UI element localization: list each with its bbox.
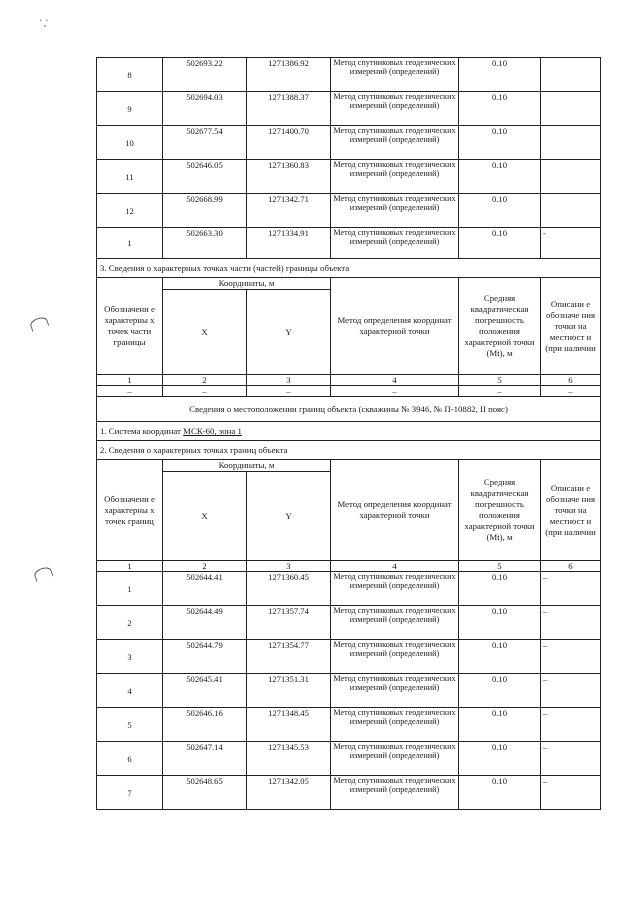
table-row xyxy=(97,708,601,742)
coord-y: 1271348.45 xyxy=(247,708,331,742)
description-cell xyxy=(541,194,601,228)
coord-x: 502694.03 xyxy=(163,92,247,126)
method-cell: Метод спутниковых геодезических измерений (определений) xyxy=(331,92,459,126)
col-header-coords: Координаты, м xyxy=(163,460,331,472)
description-cell: – xyxy=(541,640,601,674)
method-cell: Метод спутниковых геодезических измерений (определений) xyxy=(331,572,459,606)
method-cell: Метод спутниковых геодезических измерений (определений) xyxy=(331,708,459,742)
empty-cell: – xyxy=(331,386,459,397)
table-row xyxy=(97,606,601,640)
coord-y: 1271386.92 xyxy=(247,58,331,92)
table-row xyxy=(97,92,601,126)
table-row xyxy=(97,160,601,194)
column-number: 6 xyxy=(541,561,601,572)
accuracy-cell: 0.10 xyxy=(459,92,541,126)
coord-y: 1271351.31 xyxy=(247,674,331,708)
column-number: 2 xyxy=(163,375,247,386)
section-row xyxy=(97,259,601,278)
description-cell: - xyxy=(541,228,601,259)
coord-x: 502645.41 xyxy=(163,674,247,708)
col-header-point: Обозначени е характерны х точек части границы xyxy=(97,278,163,375)
description-cell: – xyxy=(541,606,601,640)
point-number: 12 xyxy=(97,194,163,228)
col-header-description: Описани е обозначе ния точки на местност и (при наличии xyxy=(541,278,601,375)
section-3-title: 3. Сведения о характерных точках части (частей) границы объекта xyxy=(97,259,601,278)
point-number: 10 xyxy=(97,126,163,160)
table-row xyxy=(97,194,601,228)
coord-x: 502663.30 xyxy=(163,228,247,259)
col-header-description: Описани е обозначе ния точки на местност и (при наличии xyxy=(541,460,601,561)
description-cell xyxy=(541,126,601,160)
empty-cell: – xyxy=(163,386,247,397)
col-header-accuracy: Средняя квадратическая погрешность положения характерной точки (Mt), м xyxy=(459,460,541,561)
table-row xyxy=(97,674,601,708)
coord-y: 1271342.71 xyxy=(247,194,331,228)
description-cell: – xyxy=(541,572,601,606)
method-cell: Метод спутниковых геодезических измерений (определений) xyxy=(331,606,459,640)
method-cell: Метод спутниковых геодезических измерений (определений) xyxy=(331,640,459,674)
empty-cell: – xyxy=(459,386,541,397)
table-row xyxy=(97,58,601,92)
punch-hole-mark xyxy=(29,315,50,331)
point-number: 4 xyxy=(97,674,163,708)
accuracy-cell: 0.10 xyxy=(459,160,541,194)
method-cell: Метод спутниковых геодезических измерений (определений) xyxy=(331,58,459,92)
coordinates-table xyxy=(96,57,601,810)
point-number: 8 xyxy=(97,58,163,92)
point-number: 1 xyxy=(97,572,163,606)
table-row xyxy=(97,572,601,606)
coord-y: 1271360.45 xyxy=(247,572,331,606)
accuracy-cell: 0.10 xyxy=(459,572,541,606)
table-row xyxy=(97,776,601,810)
accuracy-cell: 0.10 xyxy=(459,228,541,259)
corner-mark: ' ,' xyxy=(40,18,48,28)
column-number: 3 xyxy=(247,561,331,572)
table-row xyxy=(97,640,601,674)
description-cell: – xyxy=(541,674,601,708)
method-cell: Метод спутниковых геодезических измерений (определений) xyxy=(331,776,459,810)
column-number: 5 xyxy=(459,561,541,572)
column-number: 4 xyxy=(331,375,459,386)
col-header-x: X xyxy=(163,472,247,561)
location-title: Сведения о местоположении границ объекта (скважины № 3946, № П-10882, II пояс) xyxy=(97,397,601,422)
col-header-x: X xyxy=(163,290,247,375)
column-number: 3 xyxy=(247,375,331,386)
method-cell: Метод спутниковых геодезических измерений (определений) xyxy=(331,194,459,228)
punch-hole-mark xyxy=(33,565,54,581)
empty-cell: – xyxy=(97,386,163,397)
coordinate-system-prefix: 1. Система координат xyxy=(100,426,184,436)
coord-x: 502668.99 xyxy=(163,194,247,228)
point-number: 7 xyxy=(97,776,163,810)
coord-y: 1271357.74 xyxy=(247,606,331,640)
description-cell: – xyxy=(541,708,601,742)
empty-cell: – xyxy=(541,386,601,397)
coordinate-system xyxy=(97,422,601,441)
coord-x: 502647.14 xyxy=(163,742,247,776)
coord-y: 1271345.53 xyxy=(247,742,331,776)
point-number: 5 xyxy=(97,708,163,742)
point-number: 1 xyxy=(97,228,163,259)
column-number: 4 xyxy=(331,561,459,572)
section-row xyxy=(97,397,601,422)
coord-x: 502648.65 xyxy=(163,776,247,810)
point-number: 6 xyxy=(97,742,163,776)
column-number: 1 xyxy=(97,375,163,386)
empty-cell: – xyxy=(247,386,331,397)
header-row xyxy=(97,460,601,472)
column-number: 6 xyxy=(541,375,601,386)
column-number-row xyxy=(97,375,601,386)
method-cell: Метод спутниковых геодезических измерений (определений) xyxy=(331,742,459,776)
col-header-y: Y xyxy=(247,290,331,375)
section-row xyxy=(97,422,601,441)
description-cell: – xyxy=(541,742,601,776)
description-cell xyxy=(541,58,601,92)
col-header-point: Обозначени е характерны х точек границ xyxy=(97,460,163,561)
col-header-y: Y xyxy=(247,472,331,561)
coord-y: 1271360.83 xyxy=(247,160,331,194)
accuracy-cell: 0.10 xyxy=(459,606,541,640)
accuracy-cell: 0.10 xyxy=(459,776,541,810)
method-cell: Метод спутниковых геодезических измерений (определений) xyxy=(331,126,459,160)
coord-y: 1271388.37 xyxy=(247,92,331,126)
coord-y: 1271400.70 xyxy=(247,126,331,160)
coordinate-system-name: МСК-60, зона 1 xyxy=(183,426,242,436)
col-header-method: Метод определения координат характерной точки xyxy=(331,460,459,561)
accuracy-cell: 0.10 xyxy=(459,640,541,674)
col-header-method: Метод определения координат характерной точки xyxy=(331,278,459,375)
document-sheet xyxy=(96,57,600,810)
table-row xyxy=(97,126,601,160)
table-row xyxy=(97,742,601,776)
table-row xyxy=(97,386,601,397)
coord-x: 502644.79 xyxy=(163,640,247,674)
coord-x: 502646.16 xyxy=(163,708,247,742)
method-cell: Метод спутниковых геодезических измерений (определений) xyxy=(331,160,459,194)
section-row xyxy=(97,441,601,460)
description-cell xyxy=(541,160,601,194)
accuracy-cell: 0.10 xyxy=(459,126,541,160)
method-cell: Метод спутниковых геодезических измерений (определений) xyxy=(331,674,459,708)
description-cell: – xyxy=(541,776,601,810)
point-number: 3 xyxy=(97,640,163,674)
coord-x: 502644.49 xyxy=(163,606,247,640)
table-row xyxy=(97,228,601,259)
coord-y: 1271354.77 xyxy=(247,640,331,674)
column-number: 1 xyxy=(97,561,163,572)
col-header-coords: Координаты, м xyxy=(163,278,331,290)
coord-x: 502693.22 xyxy=(163,58,247,92)
accuracy-cell: 0.10 xyxy=(459,58,541,92)
header-row xyxy=(97,278,601,290)
point-number: 9 xyxy=(97,92,163,126)
accuracy-cell: 0.10 xyxy=(459,674,541,708)
section-2-title: 2. Сведения о характерных точках границ объекта xyxy=(97,441,601,460)
coord-x: 502677.54 xyxy=(163,126,247,160)
accuracy-cell: 0.10 xyxy=(459,194,541,228)
column-number: 5 xyxy=(459,375,541,386)
coord-x: 502646.05 xyxy=(163,160,247,194)
column-number: 2 xyxy=(163,561,247,572)
point-number: 2 xyxy=(97,606,163,640)
coord-y: 1271334.91 xyxy=(247,228,331,259)
description-cell xyxy=(541,92,601,126)
accuracy-cell: 0.10 xyxy=(459,742,541,776)
method-cell: Метод спутниковых геодезических измерений (определений) xyxy=(331,228,459,259)
accuracy-cell: 0.10 xyxy=(459,708,541,742)
point-number: 11 xyxy=(97,160,163,194)
coord-x: 502644.41 xyxy=(163,572,247,606)
column-number-row xyxy=(97,561,601,572)
col-header-accuracy: Средняя квадратическая погрешность положения характерной точки (Mt), м xyxy=(459,278,541,375)
coord-y: 1271342.05 xyxy=(247,776,331,810)
